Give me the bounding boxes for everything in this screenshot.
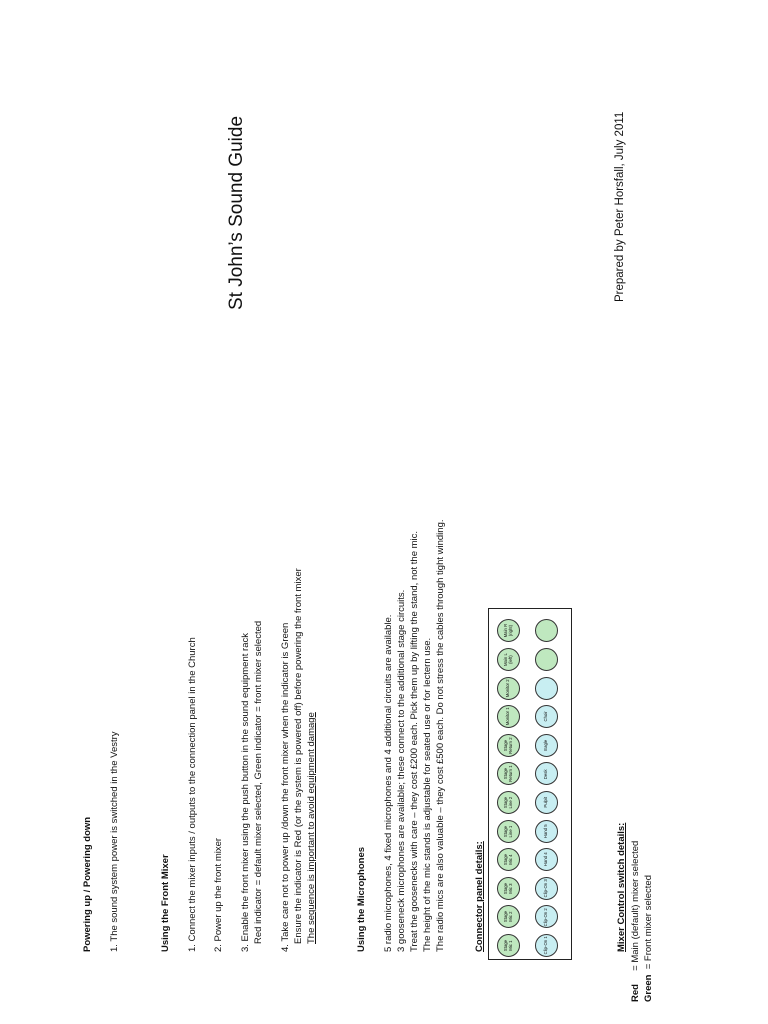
mixer-control-heading: Mixer Control switch details: xyxy=(616,822,627,952)
microphones-line-1: 5 radio microphones, 4 fixed microphones and 4 additional circuits are available. xyxy=(383,614,394,952)
connector-label: Clip-On 3 xyxy=(543,879,549,898)
microphones-line-3: Treat the goosenecks with care – they cost £200 each. Pick them up by lifting the stand, not the mic. xyxy=(409,530,420,952)
connector-label: Stage Line 1 xyxy=(502,825,513,837)
front-mixer-heading: Using the Front Mixer xyxy=(160,854,171,952)
front-mixer-item-1: 1. Connect the mixer inputs / outputs to the connection panel in the Church xyxy=(187,637,198,952)
connector-row1-11 xyxy=(497,648,520,671)
connector-row1-4 xyxy=(497,848,520,871)
connector-row1-2 xyxy=(497,905,520,928)
connector-row2-6 xyxy=(535,791,558,814)
front-mixer-warning: The sequence is important to avoid equipment damage xyxy=(306,712,317,944)
connector-label: Monitor 1 xyxy=(505,707,511,726)
connector-row2-11 xyxy=(535,648,558,671)
connector-row2-4 xyxy=(535,848,558,871)
powering-item-1: 1. The sound system power is switched in the Vestry xyxy=(109,731,120,952)
mixer-control-red xyxy=(630,841,641,1002)
front-mixer-item-4-detail: Ensure the indicator is Red (or the system is powered off) before powering the front mixer xyxy=(293,568,304,944)
connector-label: Hand 4 xyxy=(543,852,549,867)
green-description: = Front mixer selected xyxy=(643,875,654,970)
red-description: = Main (default) mixer selected xyxy=(630,840,641,971)
connector-row2-5 xyxy=(535,820,558,843)
connector-label: Clip-On 2 xyxy=(543,907,549,926)
connector-panel-heading: Connector panel details: xyxy=(474,841,485,952)
connector-label: Main L (left) xyxy=(502,653,513,666)
page-title: St John’s Sound Guide xyxy=(226,115,247,310)
connector-panel xyxy=(488,608,572,960)
connector-row2-8 xyxy=(535,734,558,757)
mixer-control-green xyxy=(643,875,654,1002)
connector-label: Stage Return 1 xyxy=(502,765,513,783)
front-mixer-item-4: 4. Take care not to power up /down the front mixer when the indicator is Green xyxy=(280,622,291,952)
connector-label: Stage Line 2 xyxy=(502,796,513,809)
connector-row2-10 xyxy=(535,677,558,700)
green-key: Green xyxy=(643,974,654,1002)
connector-label: Stage Mic 3 xyxy=(502,882,513,894)
connector-row2-2 xyxy=(535,905,558,928)
front-mixer-item-3: 3. Enable the front mixer using the push button in the sound equipment rack xyxy=(240,633,251,952)
connector-row1-12 xyxy=(497,619,520,642)
connector-row1-5 xyxy=(497,820,520,843)
connector-row1-1 xyxy=(497,934,520,957)
connector-row2-3 xyxy=(535,877,558,900)
connector-label: Hand 5 xyxy=(543,824,549,839)
connector-label: Pulpit xyxy=(543,797,549,808)
author-credit: Prepared by Peter Horsfall, July 2011 xyxy=(614,111,626,302)
front-mixer-item-2: 2. Power up the front mixer xyxy=(213,837,224,952)
connector-label: Main R (right) xyxy=(502,624,513,638)
red-key: Red xyxy=(630,984,641,1002)
connector-row1-9 xyxy=(497,705,520,728)
connector-label: Stage Mic 1 xyxy=(502,939,513,952)
connector-row2-9 xyxy=(535,705,558,728)
connector-label: Choir xyxy=(543,711,549,722)
connector-label: Stage Mic 2 xyxy=(502,911,513,923)
connector-label: Clip-On 1 xyxy=(543,936,549,955)
microphones-line-4: The height of the mic stands is adjustable for seated use or for lectern use. xyxy=(422,637,433,952)
connector-row2-12 xyxy=(535,619,558,642)
powering-heading: Powering up / Powering down xyxy=(82,816,93,952)
connector-label: Stage Mic 4 xyxy=(502,854,513,866)
connector-label: Stage Return 2 xyxy=(502,737,513,754)
front-mixer-item-3-detail: Red indicator = default mixer selected, Green indicator = front mixer selected xyxy=(253,620,264,944)
microphones-heading: Using the Microphones xyxy=(356,846,367,952)
microphones-line-2: 3 gooseneck microphones are available; these connect to the additional stage circuits. xyxy=(396,589,407,952)
connector-row2-1 xyxy=(535,934,558,957)
microphones-line-5: The radio mics are also valuable – they cost £500 each. Do not stress the cables through tight winding. xyxy=(435,519,446,952)
connector-label: Desk xyxy=(543,769,549,779)
connector-label: Monitor 2 xyxy=(505,679,511,698)
connector-label: Eagle xyxy=(543,739,549,751)
connector-row2-7 xyxy=(535,762,558,785)
connector-row1-10 xyxy=(497,677,520,700)
connector-row1-8 xyxy=(497,734,520,757)
connector-row1-3 xyxy=(497,877,520,900)
connector-row1-6 xyxy=(497,791,520,814)
connector-row1-7 xyxy=(497,762,520,785)
